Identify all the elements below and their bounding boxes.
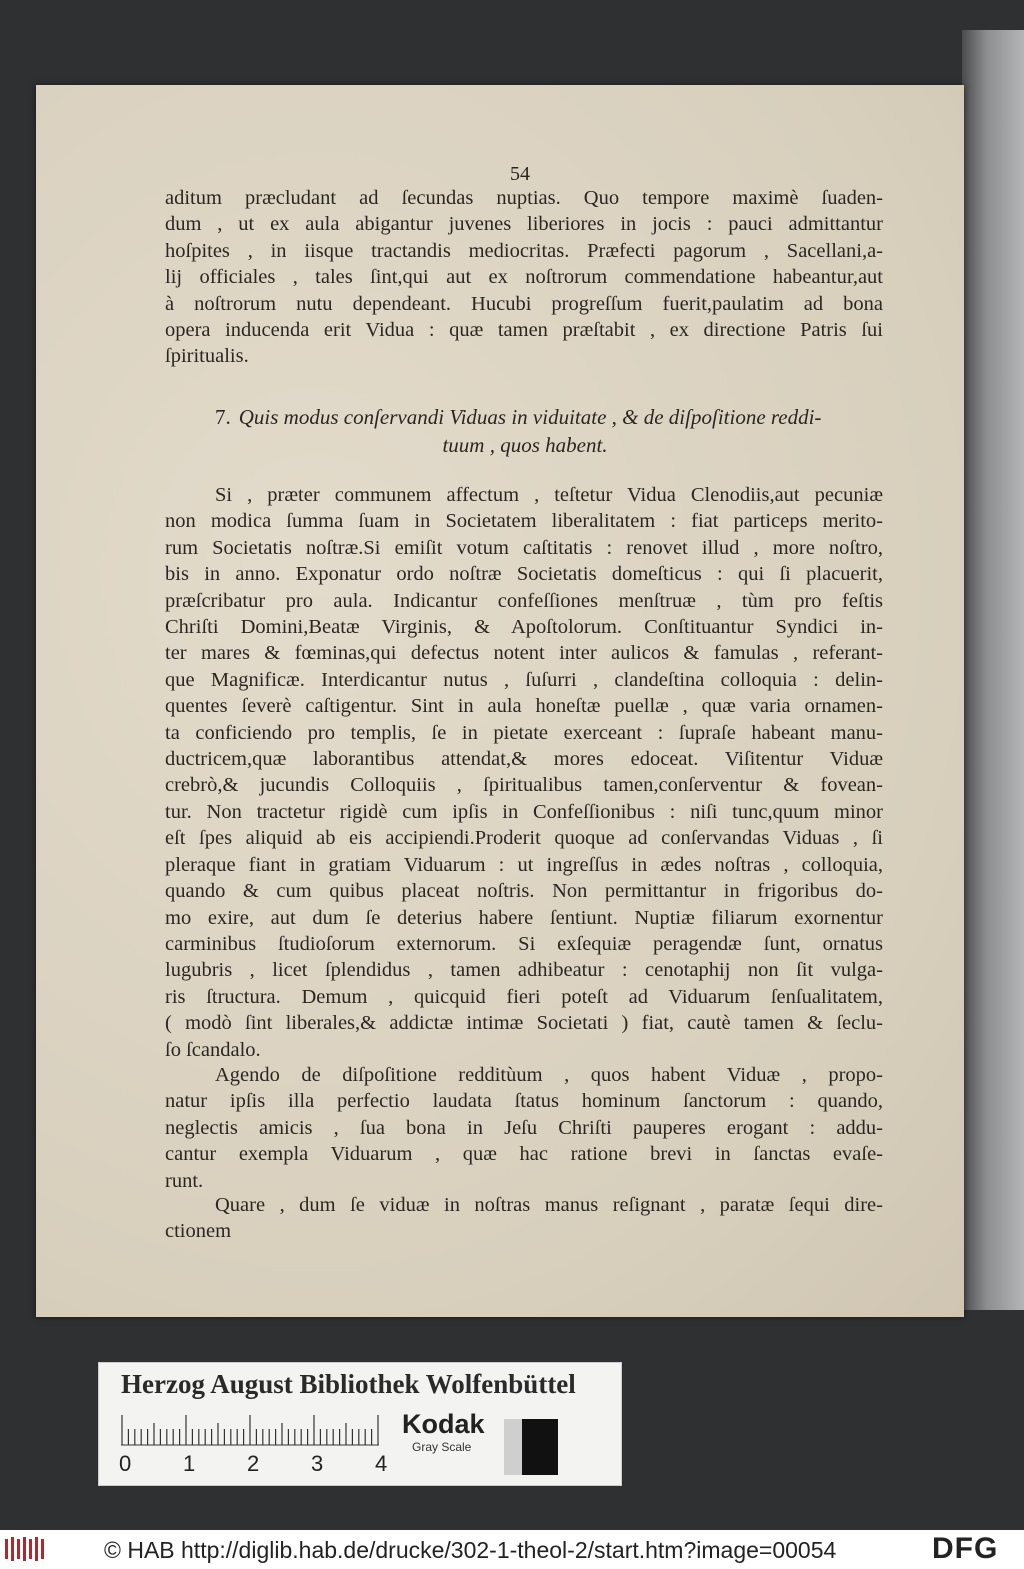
ruler-scale xyxy=(121,1411,381,1447)
text-line: ( modò ſint liberales,& addictæ intimæ Societati ) fiat, cautè tamen & ſeclu- xyxy=(165,1012,883,1035)
text-line: ris ſtructura. Demum , quicquid fieri poteſt ad Viduarum ſenſualitatem, xyxy=(165,985,883,1008)
text-line: dum , ut ex aula abigantur juvenes liberiores in jocis : pauci admittantur xyxy=(165,213,883,236)
kodak-logo: Kodak xyxy=(402,1409,485,1439)
text-line: non modica ſumma ſuam in Societatem liberalitatem : fiat particeps merito- xyxy=(165,510,883,533)
catchword: ctionem xyxy=(165,1220,232,1243)
text-line: lij officiales , tales ſint,qui aut ex noſtrorum commendatione habeantur,aut xyxy=(165,266,883,289)
text-line: opera inducenda erit Vidua : quæ tamen præſtabit , ex directione Patris ſui xyxy=(165,319,883,342)
text-line: lugubris , licet ſplendidus , tamen adhibeatur : cenotaphij non ſit vulga- xyxy=(165,959,883,982)
text-line: cantur exempla Viduarum , quæ hac ratione brevi in ſanctas evaſe- xyxy=(165,1143,883,1166)
heading-line-1: Quis modus conſervandi Viduas in viduitate , & de diſpoſitione reddi- xyxy=(238,405,822,429)
paragraph-3 xyxy=(165,1062,883,1194)
ruler-number: 2 xyxy=(247,1451,260,1476)
text-line: aditum præcludant ad ſecundas nuptias. Quo tempore maximè ſuaden- xyxy=(165,187,883,209)
adjacent-page-edge xyxy=(962,30,1024,1310)
text-line: ductricem,quæ laborantibus attendat,& mores edoceat. Viſitentur Viduæ xyxy=(165,748,883,771)
ruler-number: 0 xyxy=(119,1451,132,1476)
library-color-card xyxy=(98,1362,622,1486)
text-line: ſo ſcandalo. xyxy=(165,1038,261,1061)
text-line: quando & cum quibus placeat noſtris. Non permittantur in frigoribus do- xyxy=(165,880,883,903)
paragraph-2 xyxy=(165,482,883,1063)
text-line: pleraque fiant in gratiam Viduarum : ut ingreſſus in ædes noſtras , colloquia, xyxy=(165,853,883,876)
text-line: carminibus ſtudioſorum externorum. Si exſequiæ peragendæ ſunt, ornatus xyxy=(165,932,883,955)
text-line: eſt ſpes aliquid ab eis accipiendi.Proderit quoque ad conſervandas Viduas , ſi xyxy=(165,827,883,850)
dfg-logo: DFG xyxy=(932,1532,999,1565)
text-line: à noſtrorum nutu dependeant. Hucubi progreſſum fuerit,paulatim ad bona xyxy=(165,292,883,315)
text-line: mo exire, aut dum ſe deterius habere ſentiunt. Nuptiæ filiarum exornentur xyxy=(165,906,883,929)
paragraph-1 xyxy=(165,185,883,370)
text-line: Agendo de diſpoſitione redditùum , quos habent Viduæ , propo- xyxy=(215,1064,883,1086)
text-line: bis in anno. Exponatur ordo noſtræ Societatis domeſticus : qui ſi placuerit, xyxy=(165,563,883,586)
page-number: 54 xyxy=(510,163,530,185)
text-line: Quare , dum ſe viduæ in noſtras manus reſignant , paratæ ſequi dire- xyxy=(215,1194,883,1216)
ruler-number: 1 xyxy=(183,1451,196,1476)
text-line: ter mares & fœminas,qui defectus notent inter aulicos & famulas , referant- xyxy=(165,642,883,665)
text-line: crebrò,& jucundis Colloquiis , ſpiritualibus tamen,conſerventur & fovean- xyxy=(165,774,883,797)
text-line: runt. xyxy=(165,1169,204,1192)
ruler-number: 4 xyxy=(375,1451,388,1476)
text-line: que Magnificæ. Interdicantur nutus , ſuſurri , clandeſtina colloquia : delin- xyxy=(165,668,883,691)
text-line: natur ipſis illa perfectio laudata ſtatus hominum ſanctorum : quando, xyxy=(165,1090,883,1113)
text-line: præſcribatur pro aula. Indicantur confeſſiones menſtruæ , tùm pro feſtis xyxy=(165,589,883,612)
ruler-number: 3 xyxy=(311,1451,324,1476)
hab-logo-icon xyxy=(4,1535,46,1563)
section-number: 7. xyxy=(215,405,231,429)
text-line: rum Societatis noſtræ.Si emiſit votum caſtitatis : renovet illud , more noſtro, xyxy=(165,536,883,559)
section-heading xyxy=(215,403,835,459)
text-line: ta conficiendo pro templis, ſe in pietate exerceant : ſupraſe habeant manu- xyxy=(165,721,883,744)
text-line: quentes ſeverè caſtigentur. Sint in aula honeſtæ puellæ , quæ varia ornamen- xyxy=(165,695,883,718)
library-name: Herzog August Bibliothek Wolfenbüttel xyxy=(121,1369,576,1399)
heading-line-2: tuum , quos habent. xyxy=(442,433,608,457)
paragraph-4 xyxy=(165,1192,883,1245)
text-line: tur. Non tractetur rigidè cum ipſis in Confeſſionibus : niſi tunc,quum minor xyxy=(165,800,883,823)
ruler-numbers xyxy=(119,1451,439,1477)
gray-scale-label: Gray Scale xyxy=(412,1440,472,1454)
text-line: Chriſti Domini,Beatæ Virginis, & Apoſtolorum. Conſtituantur Syndici in- xyxy=(165,616,883,639)
text-line: hoſpites , in iisque tractandis mediocritas. Præfecti pagorum , Sacellani,a- xyxy=(165,239,883,262)
copyright-url[interactable]: © HAB http://diglib.hab.de/drucke/302-1-theol-2/start.htm?image=00054 xyxy=(104,1537,837,1563)
text-line: Si , præter communem affectum , teſtetur Vidua Clenodiis,aut pecuniæ xyxy=(215,484,883,506)
text-line: ſpiritualis. xyxy=(165,345,249,368)
gray-scale-patch xyxy=(504,1419,558,1475)
text-line: neglectis amicis , ſua bona in Jeſu Chriſti pauperes erogant : addu- xyxy=(165,1116,883,1139)
